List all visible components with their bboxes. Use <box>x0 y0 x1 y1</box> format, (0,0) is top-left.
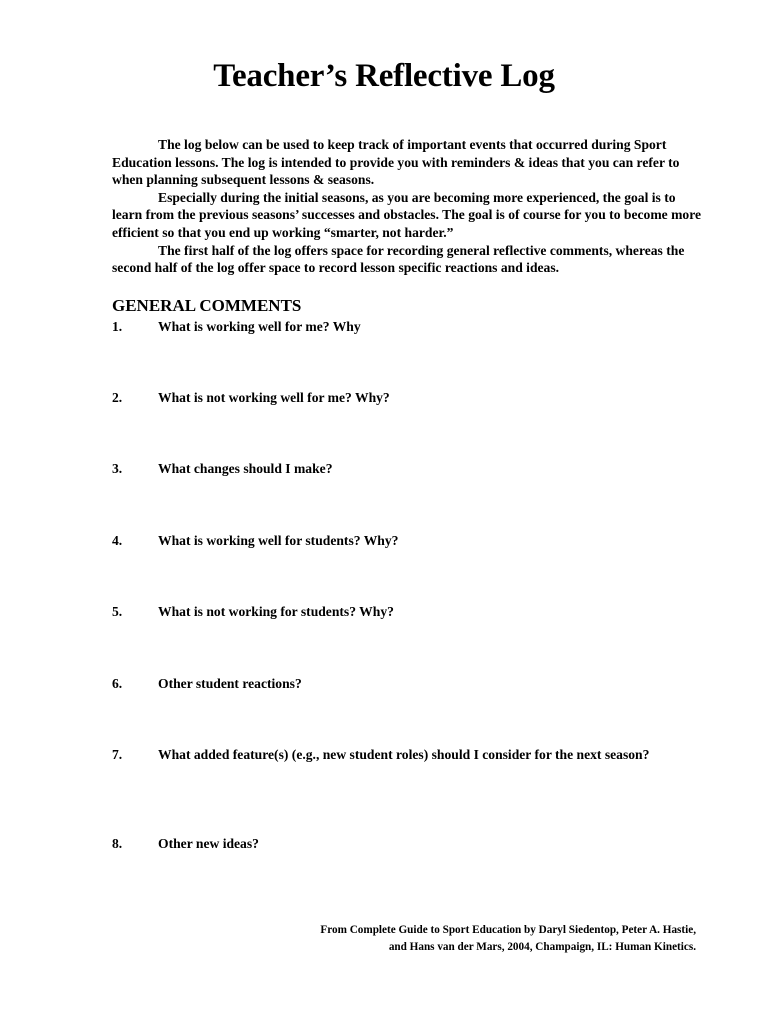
question-7 <box>112 746 672 764</box>
question-4 <box>112 532 672 550</box>
question-2 <box>112 389 672 407</box>
question-number: 6. <box>112 676 123 691</box>
section-heading: GENERAL COMMENTS <box>112 296 302 315</box>
question-text: What added feature(s) (e.g., new student roles) should I consider for the next season? <box>158 747 650 762</box>
intro-paragraph-1: The log below can be used to keep track of important events that occurred during Sport Education lessons. The log is intended to provide you with reminders & ideas that you can refer to when planning subsequent lessons & seasons. <box>112 137 680 188</box>
intro-text <box>112 136 702 277</box>
question-number: 5. <box>112 604 123 619</box>
question-text: What is not working for students? Why? <box>158 604 394 619</box>
intro-paragraph-3: The first half of the log offers space for recording general reflective comments, whereas the second half of the log offer space to record lesson specific reactions and ideas. <box>112 242 685 276</box>
question-text: What is not working well for me? Why? <box>158 390 390 405</box>
question-8 <box>112 835 672 853</box>
page-title: Teacher’s Reflective Log <box>213 58 555 94</box>
credit-line-1: From Complete Guide to Sport Education by Daryl Siedentop, Peter A. Hastie, <box>320 924 696 936</box>
question-number: 3. <box>112 461 123 476</box>
source-credit <box>136 922 696 957</box>
intro-paragraph-2: Especially during the initial seasons, as you are becoming more experienced, the goal is to learn from the previous seasons’ successes and obstacles. The goal is of course for you to become more efficient so that you end up working “smarter, not harder.” <box>112 189 702 240</box>
question-number: 8. <box>112 836 123 851</box>
question-number: 4. <box>112 533 123 548</box>
question-text: What changes should I make? <box>158 461 333 476</box>
question-text: Other new ideas? <box>158 836 259 851</box>
question-text: What is working well for me? Why <box>158 319 361 334</box>
question-1 <box>112 318 672 336</box>
question-number: 2. <box>112 390 123 405</box>
question-text: What is working well for students? Why? <box>158 533 399 548</box>
credit-line-2: and Hans van der Mars, 2004, Champaign, IL: Human Kinetics. <box>388 941 696 954</box>
question-number: 1. <box>112 319 123 334</box>
question-3 <box>112 460 672 478</box>
question-6 <box>112 675 672 693</box>
question-number: 7. <box>112 747 123 762</box>
question-text: Other student reactions? <box>158 676 302 691</box>
question-5 <box>112 603 672 621</box>
